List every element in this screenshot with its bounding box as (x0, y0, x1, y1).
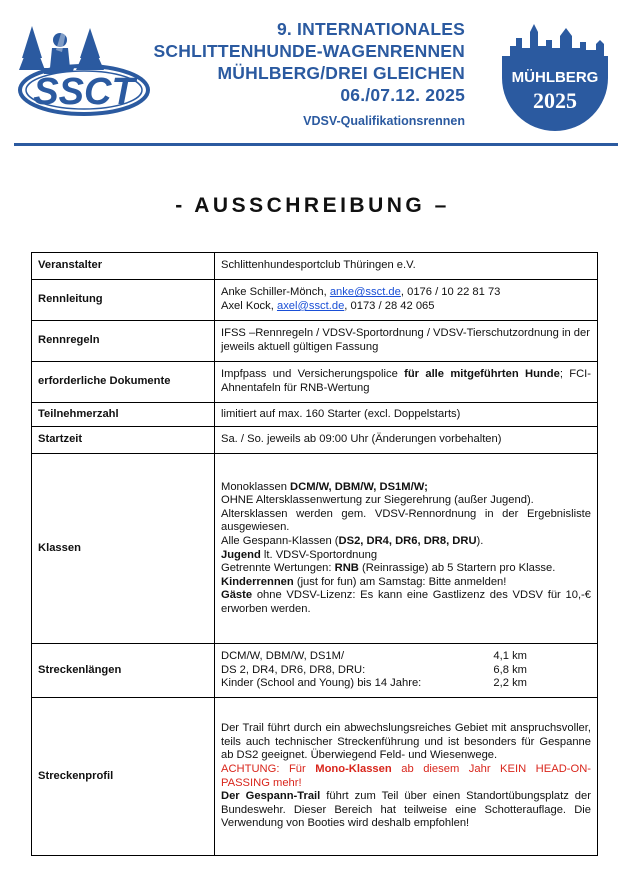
distance-km: 4,1 km (493, 650, 527, 663)
row-value (215, 280, 598, 321)
header-line-3: MÜHLBERG/DREI GLEICHEN (217, 63, 465, 83)
ssct-logo-text: SSCT (33, 71, 135, 113)
table-row (32, 280, 598, 321)
contact-1-name: Anke Schiller-Mönch, (221, 286, 330, 299)
text-span: Der Trail führt durch ein abwechslungsreiches Gebiet mit anspruchsvoller, teils auch technischer Streckenführung und ist besonders für Gespanne ab DS2 geeignet. Überwiegend Feld- und Wiesenwege. (221, 722, 591, 762)
row-value: limitiert auf max. 160 Starter (excl. Doppelstarts) (215, 403, 598, 427)
text-span: ACHTUNG: Für (221, 762, 316, 775)
table-row (32, 321, 598, 362)
row-value (215, 644, 598, 698)
row-label: Teilnehmerzahl (32, 403, 215, 427)
text-span-bold: RNB (334, 562, 359, 575)
text-span: ab diesem Jahr KEIN HEAD-ON-PASSING mehr! (221, 762, 592, 789)
badge-line-1: MÜHLBERG (511, 69, 599, 86)
row-value (215, 362, 598, 403)
row-label: Rennleitung (32, 280, 215, 321)
contact-2-email-link[interactable]: axel@ssct.de (276, 300, 345, 312)
warning-text (221, 763, 591, 789)
contact-2-name: Axel Kock, (221, 300, 277, 312)
distance-km: 6,8 km (493, 663, 527, 676)
text-span-bold: Mono-Klassen (315, 762, 392, 775)
text-span-bold: Jugend (221, 548, 261, 561)
text-span: Altersklassen werden gem. VDSV-Rennordnung in der Ergebnisliste ausgewiesen. (221, 507, 591, 534)
text-span: Impfpass und Versicherungspolice (221, 368, 405, 381)
text-span-bold: Kinderrennen (221, 575, 294, 588)
table-row (32, 403, 598, 427)
row-label: erforderliche Dokumente (32, 362, 215, 403)
header-divider (14, 143, 618, 146)
text-span: (Reinrassige) ab 5 Startern pro Klasse. (358, 562, 556, 575)
row-label: Klassen (32, 454, 215, 644)
row-value (215, 698, 598, 856)
text-span-bold: DS2, DR4, DR6, DR8, DRU (338, 534, 477, 547)
table-row (32, 454, 598, 644)
contact-1-email-link[interactable]: anke@ssct.de (329, 286, 401, 299)
row-value: Sa. / So. jeweils ab 09:00 Uhr (Änderungen vorbehalten) (215, 427, 598, 454)
table-row (32, 427, 598, 454)
distance-km: 2,2 km (493, 677, 527, 690)
row-value (215, 454, 598, 644)
specification-table (31, 252, 598, 856)
text-span-bold: Gäste (221, 589, 253, 602)
row-label: Rennregeln (32, 321, 215, 362)
event-header (115, 18, 465, 128)
text-span: führt zum Teil über einen Standortübungsplatz der Bundeswehr. Dieser Bereich hat teilweise eine Schotterauflage. Die Verwendung von Booties wird deshalb empfohlen! (221, 790, 591, 830)
muehlberg-badge (500, 18, 610, 133)
distance-list (221, 650, 591, 691)
header-line-1: 9. INTERNATIONALES (276, 19, 465, 39)
text-span: lt. VDSV-Sportordnung (260, 548, 378, 561)
table-row (32, 644, 598, 698)
distance-class: DCM/W, DBM/W, DS1M/ (221, 650, 345, 663)
badge-line-2: 2025 (533, 88, 577, 113)
contact-1-phone: , 0176 / 10 22 81 73 (400, 286, 501, 299)
row-value: IFSS –Rennregeln / VDSV-Sportordnung / VDSV-Tierschutzordnung in der jeweils aktuell gültigen Fassung (215, 321, 598, 362)
table-row (32, 362, 598, 403)
text-span: Monoklassen (221, 480, 291, 493)
page-title: - AUSSCHREIBUNG – (175, 194, 450, 217)
text-span: ohne VDSV-Lizenz: Es kann eine Gastlizenz des VDSV für 10,-€ erworben werden. (221, 589, 591, 615)
text-span: ; FCI-Ahnentafeln für RNB-Wertung (221, 368, 591, 394)
row-label: Startzeit (32, 427, 215, 454)
text-span: OHNE Altersklassenwertung zur Siegerehrung (außer Jugend). (221, 494, 534, 507)
text-span: ). (476, 534, 484, 547)
row-label: Veranstalter (32, 253, 215, 280)
table-row (32, 253, 598, 280)
text-span: (just for fun) am Samstag: Bitte anmelden! (293, 575, 507, 588)
distance-class: DS 2, DR4, DR6, DR8, DRU: (221, 663, 366, 676)
row-label: Streckenprofil (32, 698, 215, 856)
distance-class: Kinder (School and Young) bis 14 Jahre: (221, 677, 422, 690)
contact-2-phone: , 0173 / 28 42 065 (344, 300, 435, 312)
text-span-bold: für alle mitgeführten Hunde (404, 368, 560, 381)
header-line-2: SCHLITTENHUNDE-WAGENRENNEN (153, 41, 465, 61)
header-line-4: 06./07.12. 2025 (340, 85, 465, 105)
text-span: Getrennte Wertungen: (221, 562, 335, 575)
header-subtitle: VDSV-Qualifikationsrennen (303, 114, 465, 128)
table-row (32, 698, 598, 856)
text-span-bold: Der Gespann-Trail (221, 790, 321, 803)
text-span: Alle Gespann-Klassen ( (221, 534, 339, 547)
row-value: Schlittenhundesportclub Thüringen e.V. (215, 253, 598, 280)
row-label: Streckenlängen (32, 644, 215, 698)
text-span-bold: DCM/W, DBM/W, DS1M/W; (290, 480, 428, 493)
